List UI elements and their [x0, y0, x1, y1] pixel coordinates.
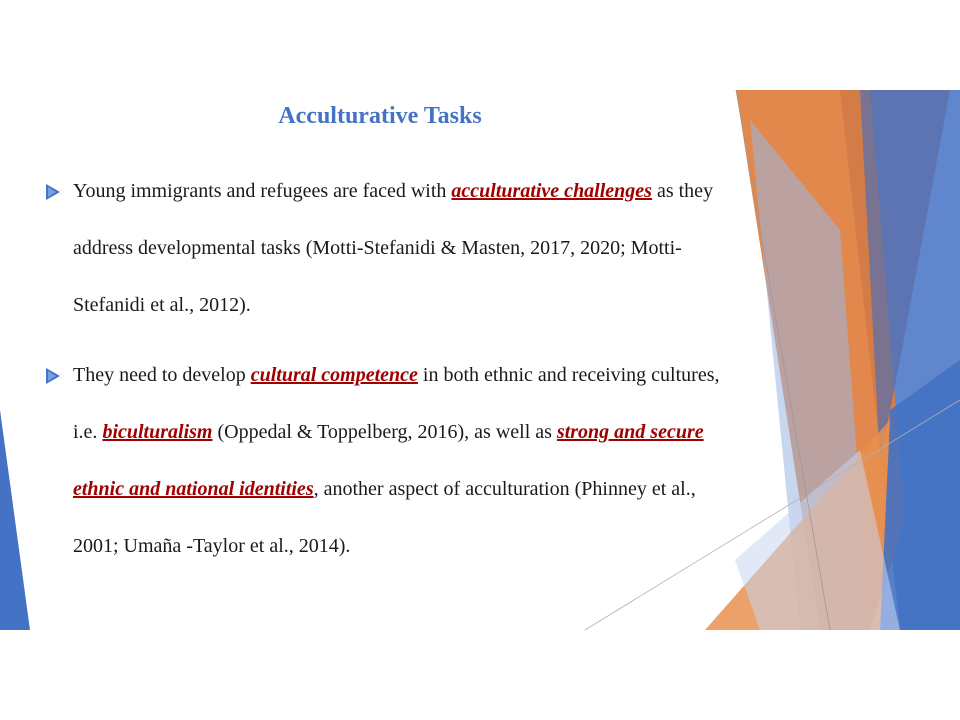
triangle-bullet-icon: [46, 184, 60, 200]
bullet-2-text-c: (Oppedal & Toppelberg, 2016), as well as: [212, 421, 557, 443]
bullet-2-text-a: They need to develop: [73, 364, 251, 386]
bullet-item-2: [73, 347, 738, 575]
bullet-2-emphasis-3: strong and secure ethnic and national identities: [73, 421, 704, 500]
bullet-2-emphasis-2: biculturalism: [102, 421, 213, 443]
bullet-2-text-b: in both ethnic and receiving cultures, i.e.: [73, 364, 720, 443]
bullet-item-1: [73, 163, 738, 334]
triangle-bullet-icon: [46, 368, 60, 384]
slide-title: Acculturative Tasks: [278, 103, 482, 129]
bullet-1-emphasis: acculturative challenges: [451, 180, 652, 202]
bullet-2-text-d: , another aspect of acculturation (Phinney et al., 2001; Umaña -Taylor et al., 2014).: [73, 478, 696, 557]
bullet-1-text-b: as they address developmental tasks (Motti-Stefanidi & Masten, 2017, 2020; Motti-Stefanidi et al., 2012).: [73, 180, 714, 316]
left-blue-sliver: [0, 410, 30, 630]
bullet-2-emphasis-1: cultural competence: [250, 364, 418, 386]
bullet-1-text-a: Young immigrants and refugees are faced with: [73, 180, 452, 202]
